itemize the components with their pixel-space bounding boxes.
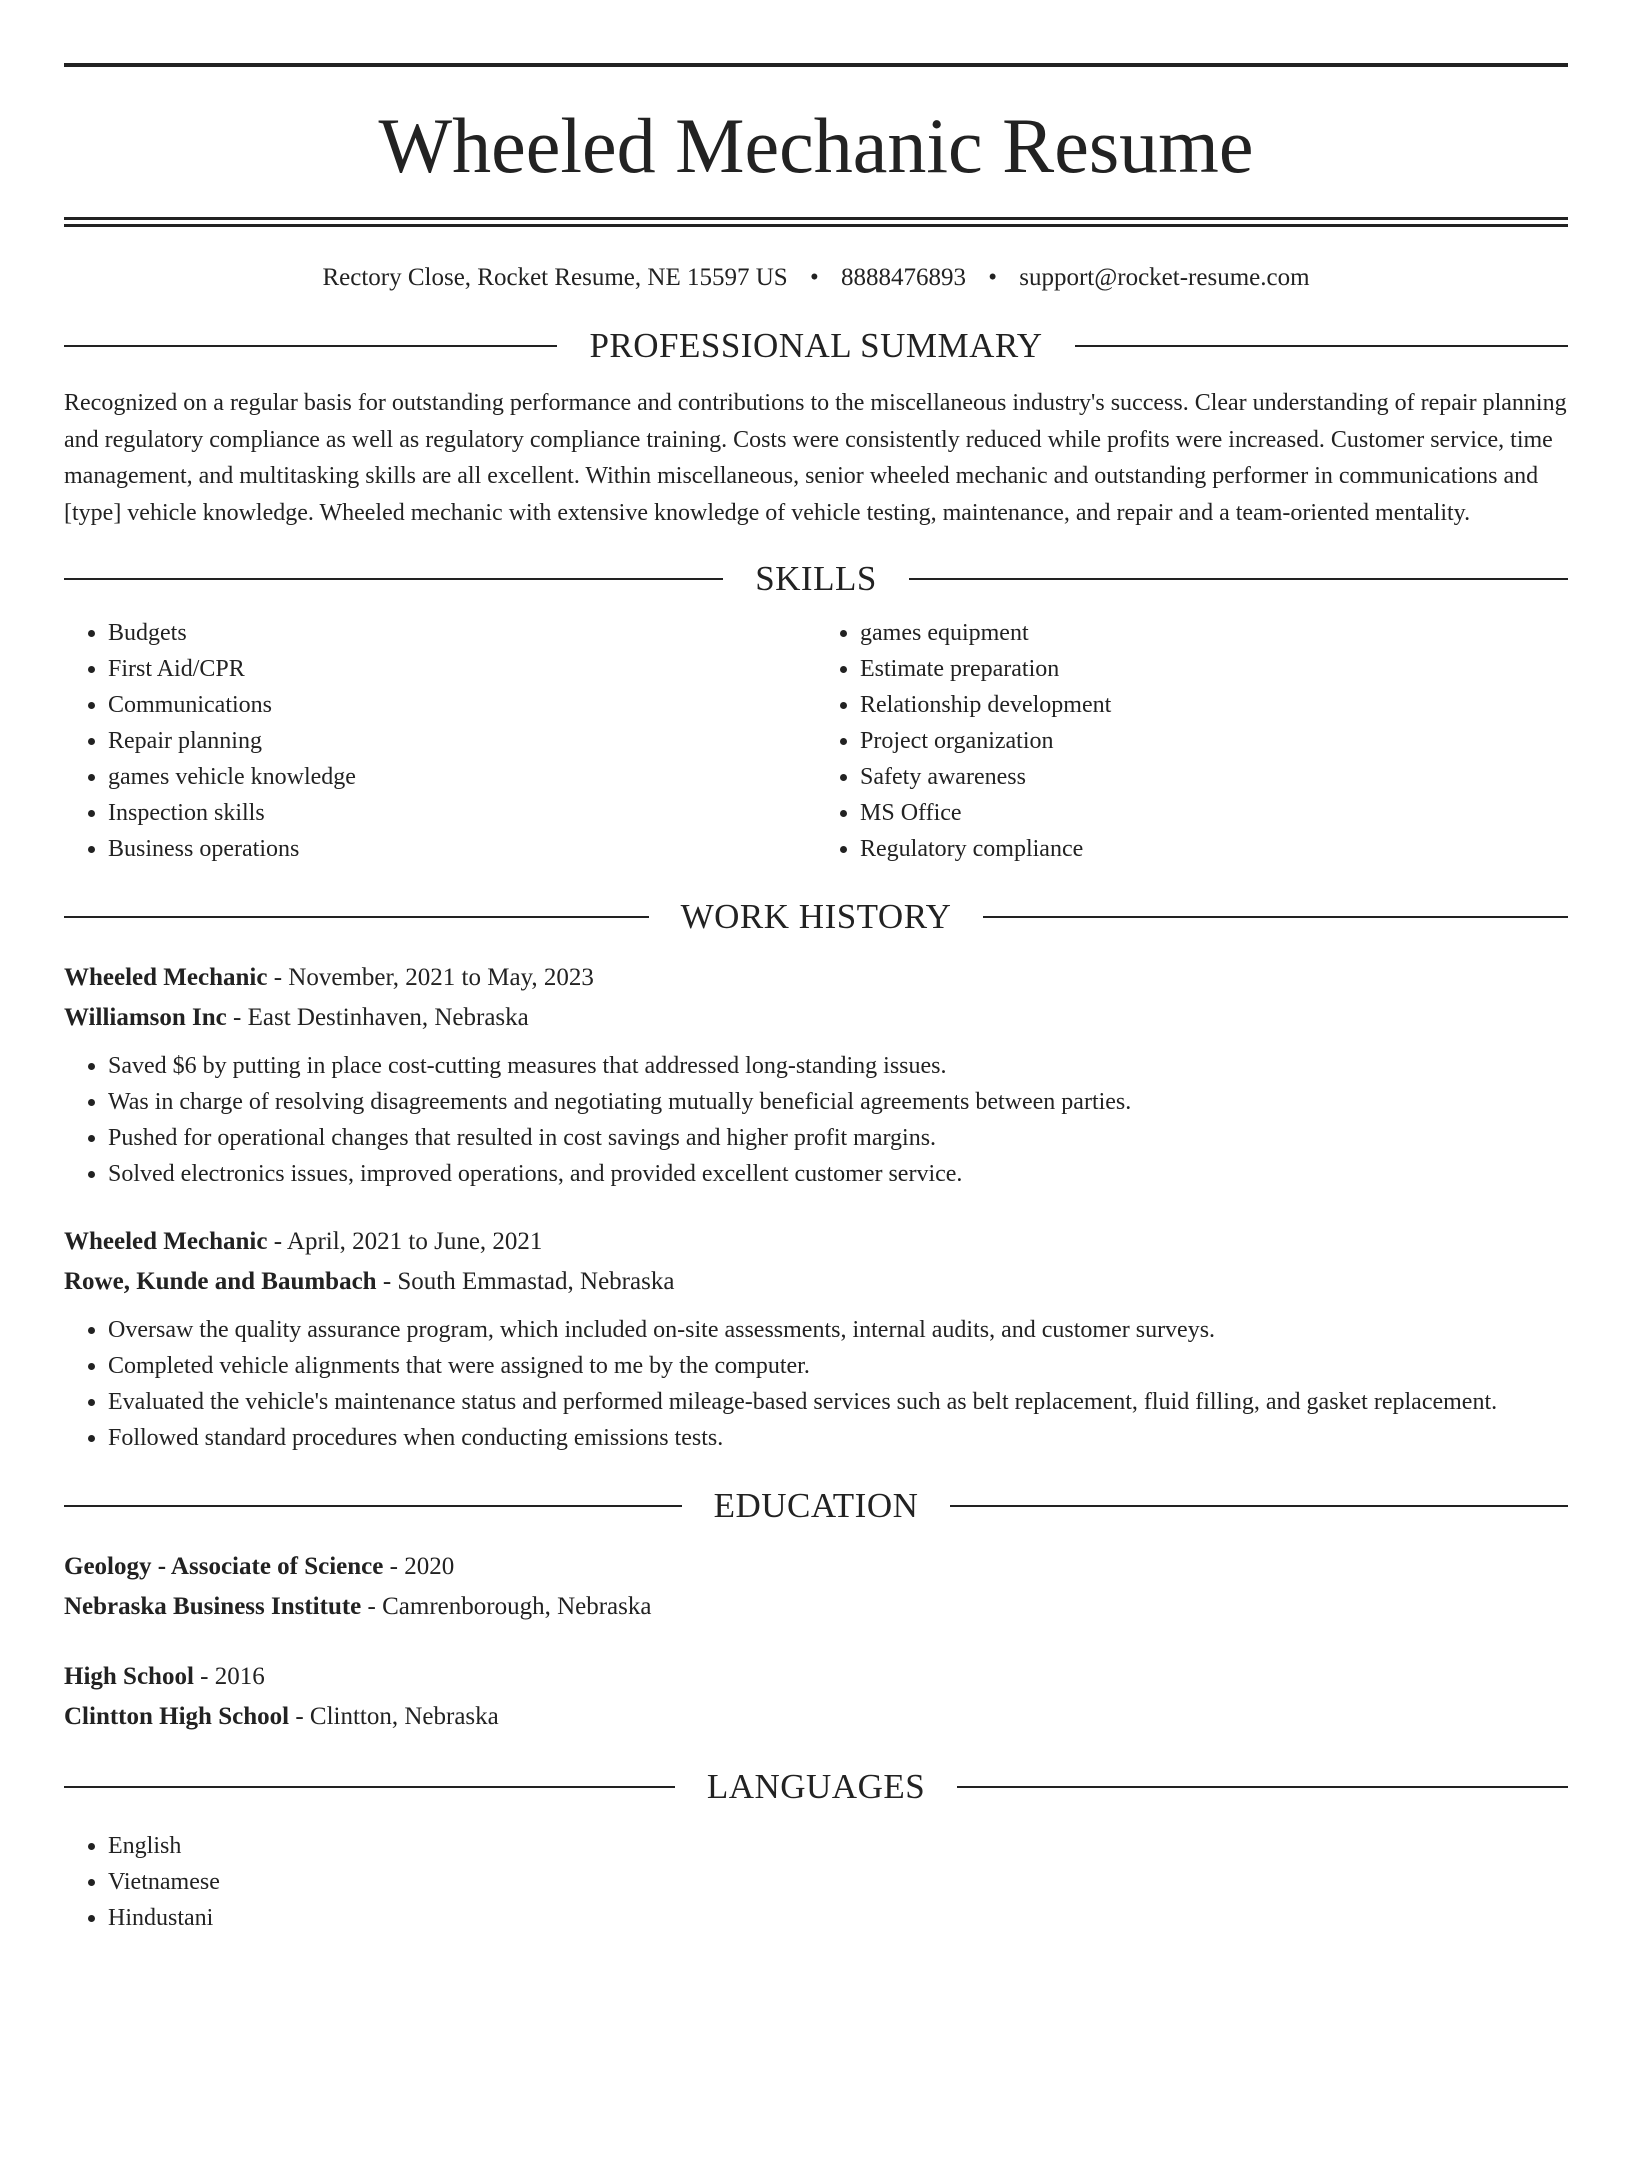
- work-bullets: [64, 1312, 1568, 1456]
- skill-item: • games equipment: [860, 615, 1568, 651]
- contact-email: support@rocket-resume.com: [1019, 264, 1310, 291]
- education-degree: Geology - Associate of Science: [64, 1553, 384, 1580]
- work-entry: [64, 1222, 1568, 1456]
- education-entry: [64, 1547, 1568, 1627]
- contact-line: [64, 264, 1568, 292]
- skill-item: • Relationship development: [860, 687, 1568, 723]
- work-bullet: • Saved $6 by putting in place cost-cutting measures that addressed long-standing issues.: [108, 1048, 1568, 1084]
- education-location: - Camrenborough, Nebraska: [361, 1593, 652, 1620]
- education-degree: High School: [64, 1663, 194, 1690]
- section-header-work: [64, 899, 1568, 934]
- section-title-summary: PROFESSIONAL SUMMARY: [589, 326, 1043, 365]
- work-bullet: • Oversaw the quality assurance program, which included on-site assessments, internal audits, and customer surveys.: [108, 1312, 1568, 1348]
- work-bullet: • Pushed for operational changes that resulted in cost savings and higher profit margins.: [108, 1120, 1568, 1156]
- work-bullets: [64, 1048, 1568, 1192]
- section-rule: [909, 578, 1568, 580]
- language-item: • English: [108, 1828, 1568, 1864]
- work-entry: [64, 958, 1568, 1192]
- work-dates: - April, 2021 to June, 2021: [267, 1228, 543, 1255]
- work-bullet: • Evaluated the vehicle's maintenance status and performed mileage-based services such as belt replacement, fluid filling, and gasket replacement.: [108, 1384, 1568, 1420]
- skills-column-left: [64, 615, 816, 867]
- education-entry: [64, 1657, 1568, 1737]
- education-school: Nebraska Business Institute: [64, 1593, 362, 1620]
- title-double-rule: [64, 217, 1568, 227]
- work-dates: - November, 2021 to May, 2023: [267, 964, 594, 991]
- resume-title: Wheeled Mechanic Resume: [378, 102, 1254, 189]
- skill-item: • Regulatory compliance: [860, 831, 1568, 867]
- work-company: Rowe, Kunde and Baumbach: [64, 1268, 377, 1295]
- languages-list: [64, 1828, 1568, 1936]
- section-rule: [957, 1786, 1568, 1788]
- skill-item: • Safety awareness: [860, 759, 1568, 795]
- skill-item: • games vehicle knowledge: [108, 759, 816, 795]
- education-degree-line: [64, 1657, 1568, 1697]
- work-role-line: [64, 958, 1568, 998]
- skill-item: • Repair planning: [108, 723, 816, 759]
- work-role-line: [64, 1222, 1568, 1262]
- skills-column-right: [816, 615, 1568, 867]
- skill-item: • First Aid/CPR: [108, 651, 816, 687]
- education-school: Clintton High School: [64, 1703, 290, 1730]
- education-degree-line: [64, 1547, 1568, 1587]
- work-role: Wheeled Mechanic: [64, 1228, 268, 1255]
- section-header-languages: [64, 1769, 1568, 1804]
- work-bullet: • Was in charge of resolving disagreements and negotiating mutually beneficial agreements between parties.: [108, 1084, 1568, 1120]
- section-title-languages: LANGUAGES: [706, 1767, 926, 1806]
- education-school-line: [64, 1587, 1568, 1627]
- language-item: • Hindustani: [108, 1900, 1568, 1936]
- education-school-line: [64, 1697, 1568, 1737]
- language-item: • Vietnamese: [108, 1864, 1568, 1900]
- section-header-education: [64, 1488, 1568, 1523]
- work-bullet: • Followed standard procedures when conducting emissions tests.: [108, 1420, 1568, 1456]
- skill-item: • MS Office: [860, 795, 1568, 831]
- skill-item: • Business operations: [108, 831, 816, 867]
- section-title-skills: SKILLS: [755, 559, 877, 598]
- resume-page: [0, 63, 1632, 2175]
- education-location: - Clintton, Nebraska: [289, 1703, 499, 1730]
- contact-separator: •: [988, 264, 997, 291]
- skill-item: • Project organization: [860, 723, 1568, 759]
- work-bullet: • Solved electronics issues, improved operations, and provided excellent customer service.: [108, 1156, 1568, 1192]
- section-header-summary: [64, 328, 1568, 363]
- work-company-line: [64, 998, 1568, 1038]
- section-rule: [983, 916, 1568, 918]
- work-role: Wheeled Mechanic: [64, 964, 268, 991]
- section-rule: [1075, 345, 1568, 347]
- section-rule: [64, 916, 649, 918]
- section-rule: [950, 1505, 1568, 1507]
- work-company-line: [64, 1262, 1568, 1302]
- work-location: - South Emmastad, Nebraska: [376, 1268, 675, 1295]
- section-rule: [64, 345, 557, 347]
- contact-separator: •: [809, 264, 819, 291]
- work-bullet: • Completed vehicle alignments that were assigned to me by the computer.: [108, 1348, 1568, 1384]
- work-company: Williamson Inc: [64, 1004, 227, 1031]
- section-title-education: EDUCATION: [713, 1486, 919, 1525]
- section-title-work: WORK HISTORY: [680, 897, 952, 936]
- work-location: - East Destinhaven, Nebraska: [226, 1004, 529, 1031]
- contact-address: Rectory Close, Rocket Resume, NE 15597 US: [322, 264, 788, 291]
- section-header-skills: [64, 561, 1568, 596]
- section-rule: [64, 1505, 682, 1507]
- skills-list: [64, 615, 1568, 867]
- section-rule: [64, 1786, 675, 1788]
- section-rule: [64, 578, 723, 580]
- contact-phone: 8888476893: [840, 264, 966, 291]
- skill-item: • Communications: [108, 687, 816, 723]
- education-year: - 2020: [383, 1553, 455, 1580]
- top-rule: [64, 63, 1568, 67]
- skill-item: • Inspection skills: [108, 795, 816, 831]
- summary-text: Recognized on a regular basis for outstanding performance and contributions to the miscellaneous industry's success. Clear understanding of repair planning and regulatory compliance as well as regulatory compliance training. Costs were consistently reduced while profits were increased. Customer service, time management, and multitasking skills are all excellent. Within miscellaneous, senior wheeled mechanic and outstanding performer in communications and [type] vehicle knowledge. Wheeled mechanic with extensive knowledge of vehicle testing, maintenance, and repair and a team-oriented mentality.: [64, 390, 1567, 526]
- skill-item: • Estimate preparation: [860, 651, 1568, 687]
- skill-item: • Budgets: [108, 615, 816, 651]
- education-year: - 2016: [193, 1663, 265, 1690]
